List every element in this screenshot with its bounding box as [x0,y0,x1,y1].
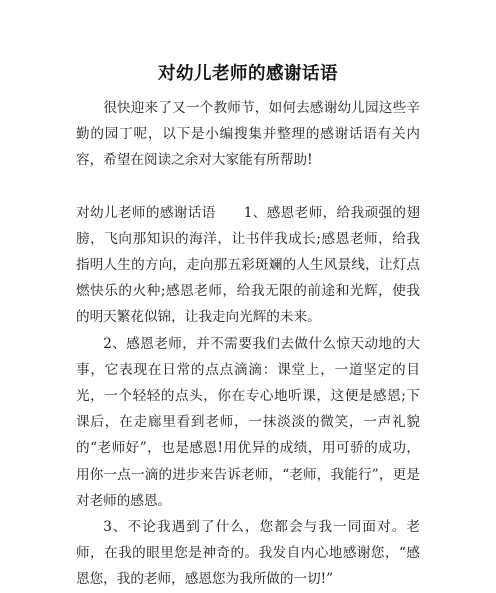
intro-paragraph: 很快迎来了又一个教师节，如何去感谢幼儿园这些辛勤的园丁呢，以下是小编搜集并整理的感谢话语有关内容，希望在阅读之余对大家能有所帮助! [76,100,420,169]
paragraph-1-heading: 对幼儿老师的感谢话语 [76,204,216,221]
paragraph-3: 3、不论我遇到了什么，您都会与我一同面对。老师，在我的眼里您是神奇的。我发自内心地感谢您，“感恩您，我的老师，感恩您为我所做的一切!” [76,519,420,588]
paragraph-1 [76,200,420,331]
article-title: 对幼儿老师的感谢话语 [158,64,338,84]
paragraph-2: 2、感恩老师，并不需要我们去做什么惊天动地的大事，它表现在日常的点点滴滴：课堂上，一道坚定的目光，一个轻轻的点头，你在专心地听课，这便是感恩;下课后，在走廊里看到老师，一抹淡淡的微笑，一声礼貌的“老师好”，也是感恩!用优异的成绩，用可骄的成功，用你一点一滴的进步来告诉老师，“老师，我能行”，更是对老师的感恩。 [76,335,420,509]
paragraph-1-body: 1、感恩老师，给我顽强的翅膀，飞向那知识的海洋，让书伴我成长;感恩老师，给我指明人生的方向，走向那五彩斑斓的人生风景线，让灯点燃快乐的火种;感恩老师，给我无限的前途和光辉，使我的明天繁花似锦，让我走向光辉的未来。 [76,204,420,326]
